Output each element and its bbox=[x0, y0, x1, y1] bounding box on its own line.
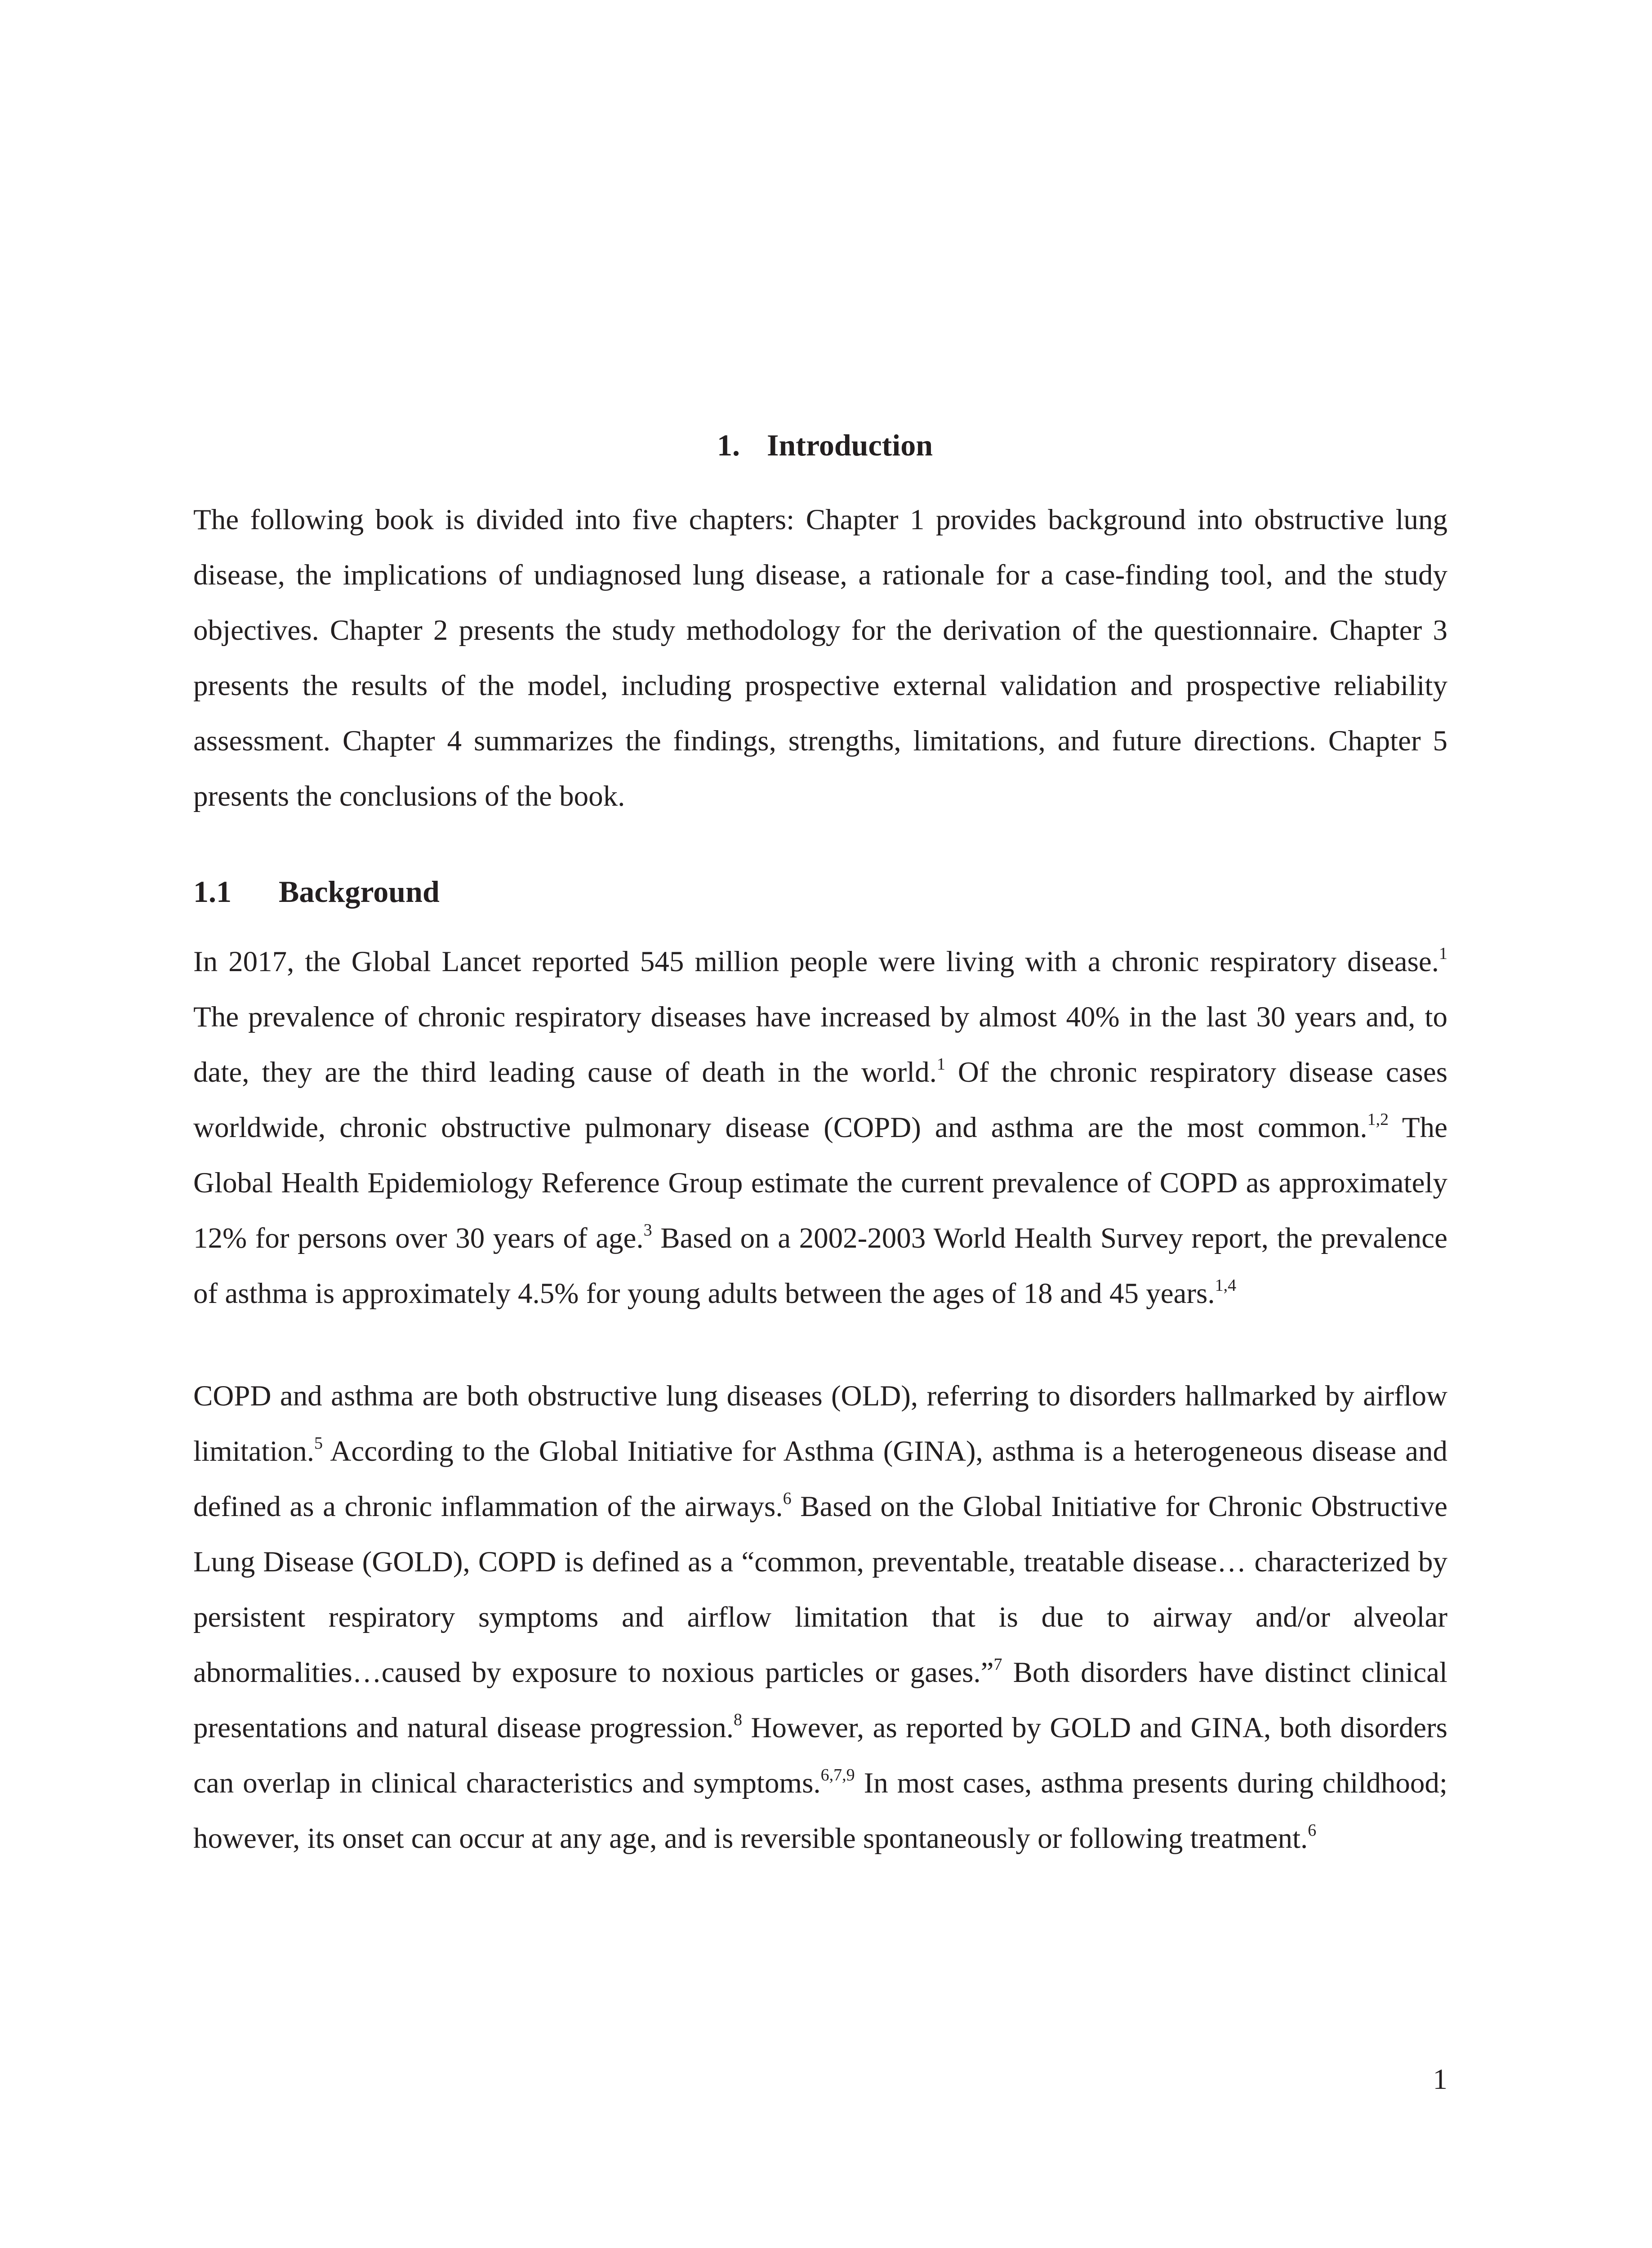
sentence: The Global Health Epidemiology Reference Group estimate the current prevalence of COPD as approximately 12% for persons over 30 years of age. bbox=[193, 1111, 1447, 1254]
citation-ref: 6 bbox=[1308, 1821, 1317, 1840]
citation-ref: 5 bbox=[314, 1434, 323, 1453]
citation-ref: 6 bbox=[783, 1489, 792, 1508]
citation-ref: 7 bbox=[993, 1655, 1002, 1674]
citation-ref: 1 bbox=[936, 1055, 945, 1074]
chapter-title: Introduction bbox=[766, 428, 933, 462]
background-paragraph-2 bbox=[193, 1369, 1447, 1866]
sentence: According to the Global Initiative for Asthma (GINA), asthma is a heterogeneous disease and defined as a chronic inflammation of the airways. bbox=[193, 1435, 1447, 1523]
page-number: 1 bbox=[1433, 2063, 1447, 2096]
citation-ref: 1,2 bbox=[1367, 1110, 1389, 1129]
sentence: Based on the Global Initiative for Chronic Obstructive Lung Disease (GOLD), COPD is defined as a “common, preventable, treatable disease… characterized by persistent respiratory symptoms and airflow limitation that is due to airway and/or alveolar abnormalities…caused by exposure to noxious particles or gases.” bbox=[193, 1490, 1447, 1689]
citation-ref: 3 bbox=[643, 1221, 652, 1240]
citation-ref: 8 bbox=[734, 1710, 743, 1730]
citation-ref: 1 bbox=[1439, 944, 1447, 963]
sentence: Based on a 2002-2003 World Health Survey report, the prevalence of asthma is approximately 4.5% for young adults between the ages of 18 and 45 years. bbox=[193, 1222, 1447, 1310]
citation-ref: 1,4 bbox=[1215, 1276, 1237, 1295]
sentence: In 2017, the Global Lancet reported 545 million people were living with a chronic respiratory disease. bbox=[193, 946, 1439, 978]
sentence: However, as reported by GOLD and GINA, both disorders can overlap in clinical characteristics and symptoms. bbox=[193, 1712, 1447, 1799]
paragraph-spacer bbox=[193, 824, 1447, 876]
sentence: The prevalence of chronic respiratory diseases have increased by almost 40% in the last 30 years and, to date, they are the third leading cause of death in the world. bbox=[193, 1001, 1447, 1088]
sentence: COPD and asthma are both obstructive lung diseases (OLD), referring to disorders hallmarked by airflow limitation. bbox=[193, 1380, 1447, 1467]
page-content bbox=[193, 429, 1447, 1866]
sentence: Both disorders have distinct clinical presentations and natural disease progression. bbox=[193, 1656, 1447, 1744]
chapter-number: 1. bbox=[717, 428, 740, 462]
citation-ref: 6,7,9 bbox=[820, 1766, 855, 1785]
sentence: Of the chronic respiratory disease cases worldwide, chronic obstructive pulmonary disease (COPD) and asthma are the most common. bbox=[193, 1056, 1447, 1144]
section-number: 1.1 bbox=[193, 874, 232, 909]
background-paragraph-1 bbox=[193, 934, 1447, 1321]
paragraph-spacer bbox=[193, 1321, 1447, 1369]
sentence: In most cases, asthma presents during childhood; however, its onset can occur at any age, and is reversible spontaneously or following treatment. bbox=[193, 1767, 1447, 1855]
section-heading bbox=[193, 876, 1447, 907]
intro-paragraph: The following book is divided into five chapters: Chapter 1 provides background into obstructive lung disease, the implications of undiagnosed lung disease, a rationale for a case-finding tool, and the study objectives. Chapter 2 presents the study methodology for the derivation of the questionnaire. Chapter 3 presents the results of the model, including prospective external validation and prospective reliability assessment. Chapter 4 summarizes the findings, strengths, limitations, and future directions. Chapter 5 presents the conclusions of the book. bbox=[193, 504, 1447, 812]
section-title: Background bbox=[279, 874, 440, 909]
chapter-heading bbox=[193, 429, 1447, 461]
